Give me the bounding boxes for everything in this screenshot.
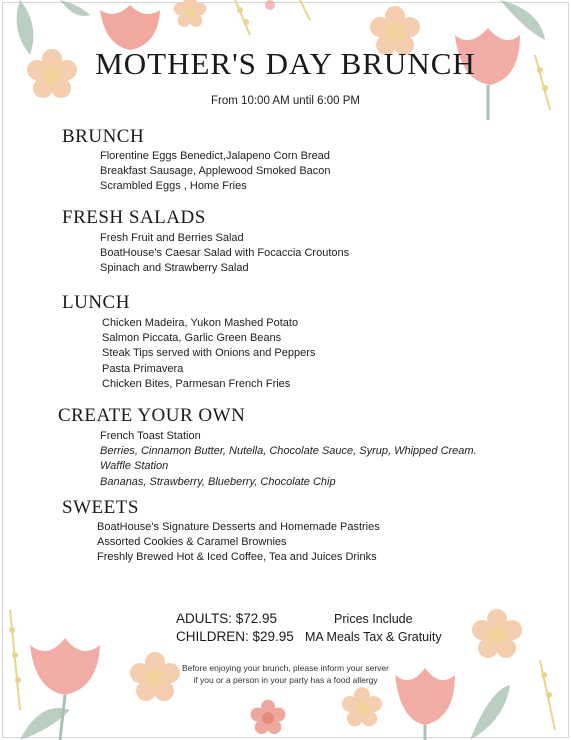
section-items-lunch bbox=[102, 316, 315, 392]
menu-item: Bananas, Strawberry, Blueberry, Chocolate Chip bbox=[100, 475, 336, 488]
allergy-note-line1: Before enjoying your brunch, please inform your server bbox=[182, 663, 389, 673]
menu-item: Chicken Bites, Parmesan French Fries bbox=[102, 377, 291, 390]
menu-item: BoatHouse's Signature Desserts and Homemade Pastries bbox=[97, 521, 380, 533]
prices-include-note bbox=[305, 610, 442, 646]
price-list bbox=[176, 610, 294, 646]
menu-item: Pasta Primavera bbox=[102, 362, 184, 375]
menu-item: French Toast Station bbox=[100, 430, 201, 442]
menu-title: MOTHER'S DAY BRUNCH bbox=[95, 46, 476, 81]
adult-price: ADULTS: $72.95 bbox=[176, 611, 278, 626]
menu-item: Assorted Cookies & Caramel Brownies bbox=[97, 536, 287, 549]
section-heading-fresh-salads: FRESH SALADS bbox=[62, 207, 206, 228]
section-items-create-your-own bbox=[100, 429, 477, 490]
section-items-brunch bbox=[100, 149, 331, 195]
section-heading-sweets: SWEETS bbox=[62, 497, 139, 518]
menu-item: Spinach and Strawberry Salad bbox=[100, 262, 249, 275]
menu-item: Breakfast Sausage, Applewood Smoked Bacon bbox=[100, 165, 331, 178]
menu-item: Salmon Piccata, Garlic Green Beans bbox=[102, 332, 282, 345]
menu-item: Freshly Brewed Hot & Iced Coffee, Tea and Juices Drinks bbox=[97, 551, 377, 564]
menu-item: Berries, Cinnamon Butter, Nutella, Chocolate Sauce, Syrup, Whipped Cream. bbox=[100, 445, 477, 458]
menu-item: Florentine Eggs Benedict,Jalapeno Corn Bread bbox=[100, 150, 330, 162]
section-heading-create-your-own: CREATE YOUR OWN bbox=[58, 405, 246, 426]
allergy-note-line2: if you or a person in your party has a food allergy bbox=[193, 675, 378, 685]
allergy-note bbox=[0, 662, 571, 686]
menu-item: Fresh Fruit and Berries Salad bbox=[100, 232, 244, 244]
menu-item: Chicken Madeira, Yukon Mashed Potato bbox=[102, 317, 299, 329]
prices-include-line2: MA Meals Tax & Gratuity bbox=[305, 630, 442, 644]
menu-item: BoatHouse's Caesar Salad with Focaccia Croutons bbox=[100, 247, 350, 260]
menu-item: Waffle Station bbox=[100, 460, 169, 473]
menu-item: Steak Tips served with Onions and Peppers bbox=[102, 347, 316, 360]
brunch-hours: From 10:00 AM until 6:00 PM bbox=[211, 95, 360, 107]
section-heading-lunch: LUNCH bbox=[62, 292, 130, 313]
prices-include-line1: Prices Include bbox=[334, 612, 413, 626]
section-items-sweets bbox=[97, 520, 380, 566]
section-heading-brunch: BRUNCH bbox=[62, 126, 145, 147]
menu-item: Scrambled Eggs , Home Fries bbox=[100, 180, 247, 193]
child-price: CHILDREN: $29.95 bbox=[176, 629, 294, 644]
section-items-fresh-salads bbox=[100, 231, 349, 277]
